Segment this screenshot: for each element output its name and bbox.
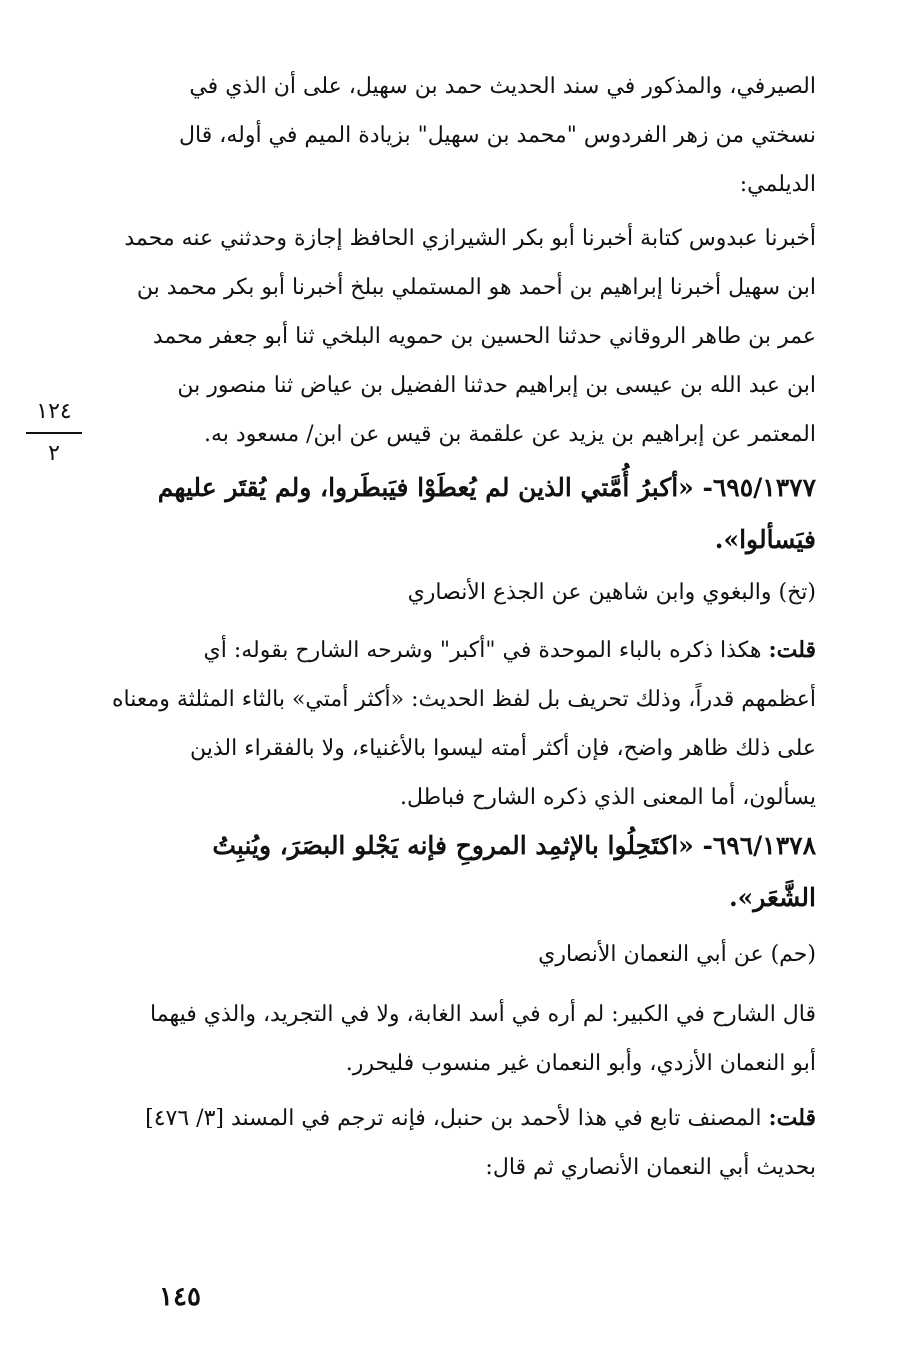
paragraph-isnad — [108, 214, 816, 459]
hadith-line: ٦٩٥/١٣٧٧- «أكبرُ أُمَّتي الذين لم يُعطَوْا فيَبطَروا، ولم يُقتَر عليهم — [157, 473, 816, 502]
margin-reference — [26, 396, 82, 470]
paragraph-qultu-1 — [108, 626, 816, 822]
text-line — [108, 626, 816, 675]
hadith-line: الشَّعَر». — [728, 883, 816, 912]
source-line: (حم) عن أبي النعمان الأنصاري — [538, 942, 816, 967]
qultu-label: قلت: — [768, 1105, 816, 1131]
hadith-695 — [108, 462, 816, 566]
margin-ref-bottom: ٢ — [48, 441, 60, 466]
hadith-696-source — [108, 930, 816, 979]
qultu-label: قلت: — [768, 637, 816, 663]
text-line: ابن سهيل أخبرنا إبراهيم بن أحمد هو المستملي ببلخ أخبرنا أبو بكر محمد بن — [136, 275, 816, 300]
text-span: هكذا ذكره بالباء الموحدة في "أكبر" وشرحه الشارح بقوله: أي — [203, 638, 769, 663]
text-line: المعتمر عن إبراهيم بن يزيد عن علقمة بن قيس عن ابن/ مسعود به. — [204, 422, 816, 447]
text-line: أخبرنا عبدوس كتابة أخبرنا أبو بكر الشيرازي الحافظ إجازة وحدثني عنه محمد — [124, 226, 816, 251]
text-line: بحديث أبي النعمان الأنصاري ثم قال: — [485, 1155, 816, 1180]
margin-ref-top: ١٢٤ — [36, 399, 72, 424]
text-line: الديلمي: — [739, 172, 816, 197]
paragraph-sayrafi — [108, 62, 816, 209]
hadith-695-source — [108, 568, 816, 617]
source-line: (تخ) والبغوي وابن شاهين عن الجذع الأنصاري — [407, 580, 816, 605]
text-line: أبو النعمان الأزدي، وأبو النعمان غير منسوب فليحرر. — [345, 1051, 816, 1076]
text-line: الصيرفي، والمذكور في سند الحديث حمد بن سهيل، على أن الذي في — [189, 74, 816, 99]
text-line: قال الشارح في الكبير: لم أره في أسد الغابة، ولا في التجريد، والذي فيهما — [150, 1002, 816, 1027]
text-line — [108, 1094, 816, 1143]
text-span: المصنف تابع في هذا لأحمد بن حنبل، فإنه ترجم في المسند [٣/ ٤٧٦] — [145, 1106, 769, 1131]
hadith-696 — [108, 820, 816, 924]
text-line: أعظمهم قدراً، وذلك تحريف بل لفظ الحديث: «أكثر أمتي» بالثاء المثلثة ومعناه — [112, 687, 816, 712]
paragraph-sharih — [108, 990, 816, 1088]
hadith-line: ٦٩٦/١٣٧٨- «اكتَحِلُوا بالإثمِد المروحِ فإنه يَجْلو البصَرَ، ويُنبِتُ — [212, 831, 816, 860]
text-line: على ذلك ظاهر واضح، فإن أكثر أمته ليسوا بالأغنياء، ولا بالفقراء الذين — [190, 736, 816, 761]
paragraph-qultu-2 — [108, 1094, 816, 1192]
page-number: ١٤٥ — [159, 1282, 201, 1312]
margin-ref-divider — [26, 432, 82, 434]
text-line: نسختي من زهر الفردوس "محمد بن سهيل" بزيادة الميم في أوله، قال — [179, 123, 816, 148]
text-line: ابن عبد الله بن عيسى بن إبراهيم حدثنا الفضيل بن عياض ثنا منصور بن — [177, 373, 816, 398]
text-line: يسألون، أما المعنى الذي ذكره الشارح فباطل. — [400, 785, 816, 810]
text-line: عمر بن طاهر الروقاني حدثنا الحسين بن حمويه البلخي ثنا أبو جعفر محمد — [152, 324, 816, 349]
hadith-line: فيَسألوا». — [714, 525, 816, 554]
